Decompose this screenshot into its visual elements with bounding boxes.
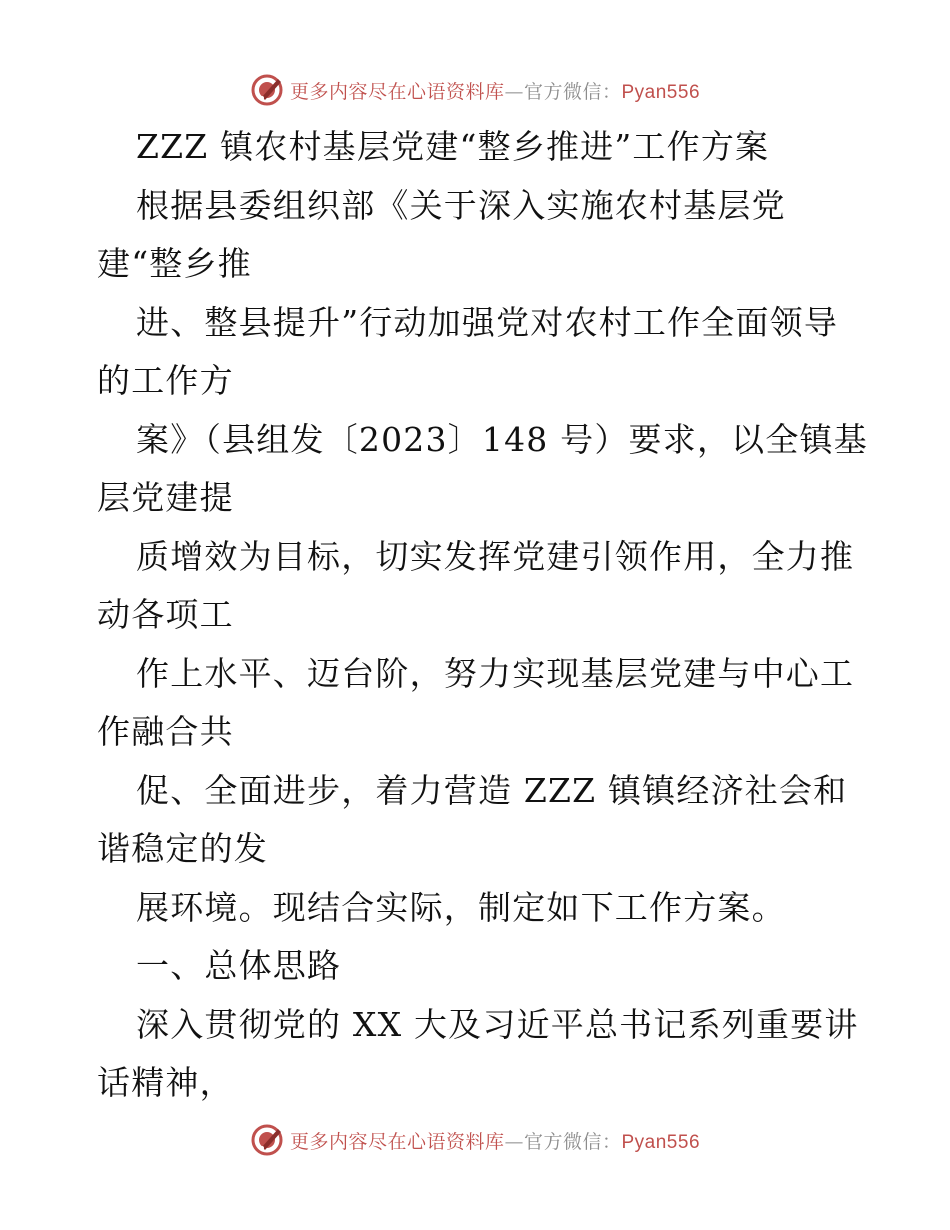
- document-line: 质增效为目标，切实发挥党建引领作用，全力推: [136, 536, 855, 576]
- pen-circle-logo-icon: [250, 73, 284, 107]
- document-line: 动各项工: [97, 595, 234, 634]
- document-line: 话精神，: [97, 1063, 234, 1102]
- document-line: 一、总体思路: [136, 946, 342, 985]
- footer-banner-separator: —: [504, 1130, 524, 1153]
- footer-banner-text: [290, 1127, 700, 1154]
- document-line: 根据县委组织部《关于深入实施农村基层党: [136, 185, 786, 225]
- document-line: 的工作方: [97, 361, 234, 400]
- document-line: 展环境。现结合实际，制定如下工作方案。: [136, 887, 786, 927]
- document-line: 谐稳定的发: [97, 829, 268, 868]
- document-line: ZZZ 镇农村基层党建“整乡推进”工作方案: [136, 127, 770, 166]
- header-banner-text: [290, 77, 700, 104]
- document-line: 促、全面进步，着力营造 ZZZ 镇镇经济社会和: [136, 770, 848, 810]
- document-line: 案》（县组发〔2023〕148 号）要求，以全镇基: [136, 419, 868, 459]
- footer-banner-main: 更多内容尽在心语资料库: [289, 1130, 505, 1153]
- document-line: 作融合共: [97, 712, 234, 751]
- footer-banner: [0, 1120, 950, 1160]
- pen-circle-logo-icon: [250, 1123, 284, 1157]
- document-line: 作上水平、迈台阶，努力实现基层党建与中心工: [136, 653, 855, 693]
- header-banner-main: 更多内容尽在心语资料库: [289, 80, 505, 103]
- document-line: 深入贯彻党的 XX 大及习近平总书记系列重要讲: [136, 1004, 859, 1044]
- document-line: 层党建提: [97, 478, 234, 517]
- header-banner-wechat-id: Pyan556: [621, 81, 701, 103]
- header-banner: [0, 70, 950, 110]
- footer-banner-sub: 官方微信：: [523, 1130, 622, 1153]
- header-banner-sub: 官方微信：: [523, 80, 622, 103]
- document-line: 进、整县提升”行动加强党对农村工作全面领导: [136, 302, 839, 342]
- header-banner-separator: —: [504, 80, 524, 103]
- footer-banner-wechat-id: Pyan556: [621, 1131, 701, 1153]
- document-body: [97, 118, 868, 1113]
- document-line: 建“整乡推: [97, 244, 252, 283]
